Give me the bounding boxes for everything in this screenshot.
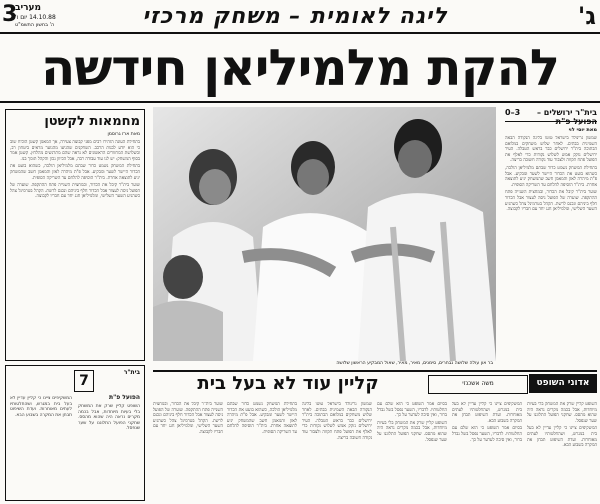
- sub-column-paragraph: השופט קליין שרק את המשחק בלי בעיות מיוחדות, אבל בכמה מקרים נראה היה שהוא מהסס. שחקני הפועל התלוננו על שער שנפסל.: [377, 420, 447, 443]
- article-paragraph: שוער בית"ר קיבל את הכדור, ובמחצית השנייה פתח ההתקפה. שוערה של הפועל ניסה לעצור אבל הכדור חלף ביניהם ונכנס לרשת. הקהל בטרמינל צהל כשהגיע השער השלישי, ומלמיליאן חגג יחד עם חבריו לקבוצה.: [505, 190, 597, 213]
- sub-article-title: קליין עוד לא בעל בית: [197, 373, 379, 394]
- sub-article-author: משה אשכנזי: [428, 375, 528, 394]
- sub-column-3: [377, 402, 447, 500]
- sub-column-paragraph: בתחילת המשחק נשמט כדור שבתם מלמיליאן הולכה, כשהוא בועט את הכדור היישר לשער ומבקיע. אבל פ"ת מיהרה לאזן והמאמן חשב שהמשחק יגיע לתוצאה אחרת. בית"ר הוסיפה להלחם עד השריקה הסופית.: [227, 402, 297, 435]
- main-headline: להקת מלמיליאן חידשה: [41, 39, 559, 97]
- section-letter: ג': [577, 2, 596, 30]
- sidebar-article-paragraph: שוער בית"ר קיבל את הכדור, ובמחצית השנייה פתח ההתקפה. שוערה של הפועל ניסה לעצור אבל הכדור חלף ביניהם ונכנס לרשת. הקהל בטרמינל צהל כשהגיע השער השלישי, ומלמיליאן חגג יחד עם חבריו לקבוצה.: [10, 183, 140, 200]
- lineup-heading: בית"ר: [123, 369, 140, 376]
- article-paragraph: שמשון גרינולד בישראל טוטו בליגה הנקודה הבאה השמינית בבתים. לאחר שלוש משחקים במלואם הבתוכה בית"ר ירושלים כבר בראש הטבלה. העיר ירושלים נזקק אמש לשלוש נקודות כדי לאלף את הפועל פתח תקווה ולצבור עוד נקודה חשובה בריצה.: [505, 136, 597, 164]
- sub-column-paragraph: שמשון גרינולד בישראל טוטו בליגה הנקודה הבאה השמינית בבתים. לאחר שלוש משחקים במלואם הבתוכה בית"ר ירושלים כבר בראש הטבלה. העיר ירושלים נזקק אמש לשלוש נקודות כדי לאלף את הפועל פתח תקווה ולצבור עוד נקודה חשובה בריצה.: [302, 402, 372, 441]
- sub-article-header: [153, 372, 597, 398]
- sub-column-5: [227, 402, 297, 500]
- sidebar-article-paragraph: בתחילת העונה הזהירו רבים מפני קבוצה צעירה, אך המאמן קשטן הוכיח שוב כי הוא יודע לבנות הרכב. השחקנים שהגיעו מהנוער מראים ביטחון רב, ובשלושת המחזורים הראשונים לא נראה שהם מתרגשים מהלחץ. קשטן אמר בסוף המשחק: יש לנו עוד עבודה רבה, אבל הכיוון נכון והקהל תומך בנו.: [10, 140, 140, 162]
- newspaper-name: מעריב: [15, 3, 42, 13]
- article-byline: מאת יוסי לוי: [568, 127, 597, 133]
- sub-column-4: [302, 402, 372, 500]
- sub-column-6: [153, 402, 223, 500]
- headline-rule: [0, 101, 600, 103]
- match-kicker: [505, 108, 597, 126]
- lineup-subheading: הפועל פ"ת: [108, 394, 140, 401]
- match-teams: בית"ר ירושלים – הפועל פ"ת: [536, 108, 597, 126]
- masthead-banner: [0, 0, 600, 34]
- sub-column-1: [527, 402, 597, 500]
- sub-column-paragraph: המשקיפים ציינו כי קליין עדיין לא בעל בית במגרש, ושהחלטותיו לעתים מאוחרות. ועדת השיפוט תבחן את המקרה בשבוע הבא.: [527, 426, 597, 449]
- match-photo: [153, 107, 496, 361]
- photo-caption: בר און עולה שלושה נבחרים, סימנים, מאיר, מאיר, שאול המבקיע הראשון שלושה: [336, 361, 493, 366]
- article-paragraph: בתחילת המשחק נשמט כדור שבתם מלמיליאן הולכה, כשהוא בועט את הכדור היישר לשער ומבקיע. אבל פ"ת מיהרה לאזן והמאמן חשב שהמשחק יגיע לתוצאה אחרת. בית"ר הוסיפה להלחם עד השריקה הסופית.: [505, 165, 597, 188]
- sidebar-article-body: [10, 140, 140, 358]
- match-score: 3–0: [505, 108, 521, 117]
- sidebar-article-paragraph: בתחילת המשחק נשמט כדור שבתם מלמיליאן הולכה, כשהוא בועט את הכדור היישר לשער ומבקיע. אבל פ"ת מיהרה לאזן והמאמן חשב שהמשחק יגיע לתוצאה אחרת. בית"ר הוסיפה להלחם עד השריקה הסופית.: [10, 164, 140, 181]
- sidebar-article-byline: מאת ארז גרוסמן: [107, 132, 140, 137]
- sidebar-article-title: מחמאות לקשטן: [44, 114, 140, 129]
- lineup-text: השופט קליין שרק את המשחק בלי בעיות מיוחדות, אבל בכמה מקרים נראה היה שהוא מהסס. שחקני הפועל התלוננו על שער שנפסל.: [78, 404, 140, 432]
- sub-column-paragraph: שוער בית"ר קיבל את הכדור, ובמחצית השנייה פתח ההתקפה. שוערה של הפועל ניסה לעצור אבל הכדור חלף ביניהם ונכנס לרשת. הקהל בטרמינל צהל כשהגיע השער השלישי, ומלמיליאן חגג יחד עם חבריו לקבוצה.: [153, 402, 223, 435]
- article-column-1: [505, 136, 597, 368]
- sub-column-paragraph: בסיום אמר השופט כי הוא שלם עם החלטותיו. לדבריו, השער נפסל בשל נבדל ברור, ואין סיבה לערער על כך.: [452, 426, 522, 443]
- lineup-text: המשקיפים ציינו כי קליין עדיין לא בעל בית במגרש, ושהחלטותיו לעתים מאוחרות. ועדת השיפוט תבחן את המקרה בשבוע הבא.: [10, 396, 72, 418]
- issue-date: 14.10.88 יום ו': [15, 14, 56, 21]
- sub-column-paragraph: בסיום אמר השופט כי הוא שלם עם החלטותיו. לדבריו, השער נפסל בשל נבדל ברור, ואין סיבה לערער על כך.: [377, 402, 447, 419]
- issue-hebrew-date: ה' בחשון התשמ"ט: [15, 22, 55, 28]
- players-photo-image: [153, 107, 496, 361]
- column-label: אדוני השופט: [529, 374, 597, 393]
- sub-column-paragraph: השופט קליין שרק את המשחק בלי בעיות מיוחדות, אבל בכמה מקרים נראה היה שהוא מהסס. שחקני הפועל התלוננו על שער שנפסל.: [527, 402, 597, 424]
- lineup-list-left: [10, 396, 72, 498]
- sub-column-paragraph: המשקיפים ציינו כי קליין עדיין לא בעל בית במגרש, ושהחלטותיו לעתים מאוחרות. ועדת השיפוט תבחן את המקרה בשבוע הבא.: [452, 402, 522, 424]
- lineup-badge: 7: [74, 370, 94, 392]
- sub-column-2: [452, 402, 522, 500]
- lineup-box: [5, 365, 145, 501]
- section-title: ליגה לאומית – משחק מרכזי: [142, 4, 448, 29]
- lineup-list-right: [78, 404, 140, 498]
- sidebar-article-box: [5, 109, 145, 361]
- page-number: 3: [2, 2, 18, 27]
